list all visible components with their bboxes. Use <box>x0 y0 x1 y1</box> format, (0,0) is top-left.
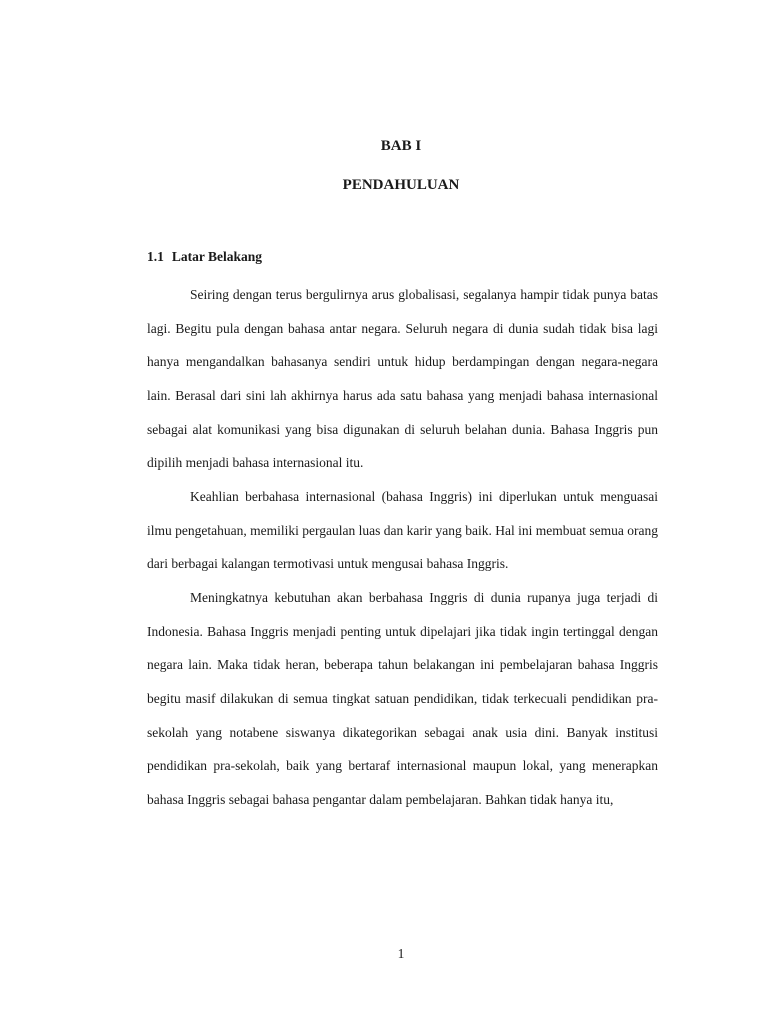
paragraph: Keahlian berbahasa internasional (bahasa Inggris) ini diperlukan untuk menguasai ilmu pengetahuan, memiliki pergaulan luas dan karir yang baik. Hal ini membuat semua orang dari berbagai kalangan termotivasi untuk mengusai bahasa Inggris. <box>147 488 658 572</box>
body-text <box>147 278 658 817</box>
chapter-number: BAB I <box>380 138 422 154</box>
page-number: 1 <box>397 946 405 961</box>
paragraph: Meningkatnya kebutuhan akan berbahasa Inggris di dunia rupanya juga terjadi di Indonesia. Bahasa Inggris menjadi penting untuk dipelajari jika tidak ingin tertinggal dengan negara lain. Maka tidak heran, beberapa tahun belakangan ini pembelajaran bahasa Inggris begitu masif dilakukan di semua tingkat satuan pendidikan, tidak terkecuali pendidikan pra-sekolah yang notabene siswanya dikategorikan sebagai anak usia dini. Banyak institusi pendidikan pra-sekolah, baik yang bertaraf internasional maupun lokal, yang menerapkan bahasa Inggris sebagai bahasa pengantar dalam pembelajaran. Bahkan tidak hanya itu, <box>147 589 658 807</box>
section-number: 1.1 <box>147 249 164 264</box>
chapter-title: PENDAHULUAN <box>342 177 460 193</box>
section-title: Latar Belakang <box>171 249 263 264</box>
paragraph: Seiring dengan terus bergulirnya arus globalisasi, segalanya hampir tidak punya batas lagi. Begitu pula dengan bahasa antar negara. Seluruh negara di dunia sudah tidak bisa lagi hanya mengandalkan bahasanya sendiri untuk hidup berdampingan dengan negara-negara lain. Berasal dari sini lah akhirnya harus ada satu bahasa yang menjadi bahasa internasional sebagai alat komunikasi yang bisa digunakan di seluruh belahan dunia. Bahasa Inggris pun dipilih menjadi bahasa internasional itu. <box>147 287 658 471</box>
section-heading <box>147 249 262 265</box>
